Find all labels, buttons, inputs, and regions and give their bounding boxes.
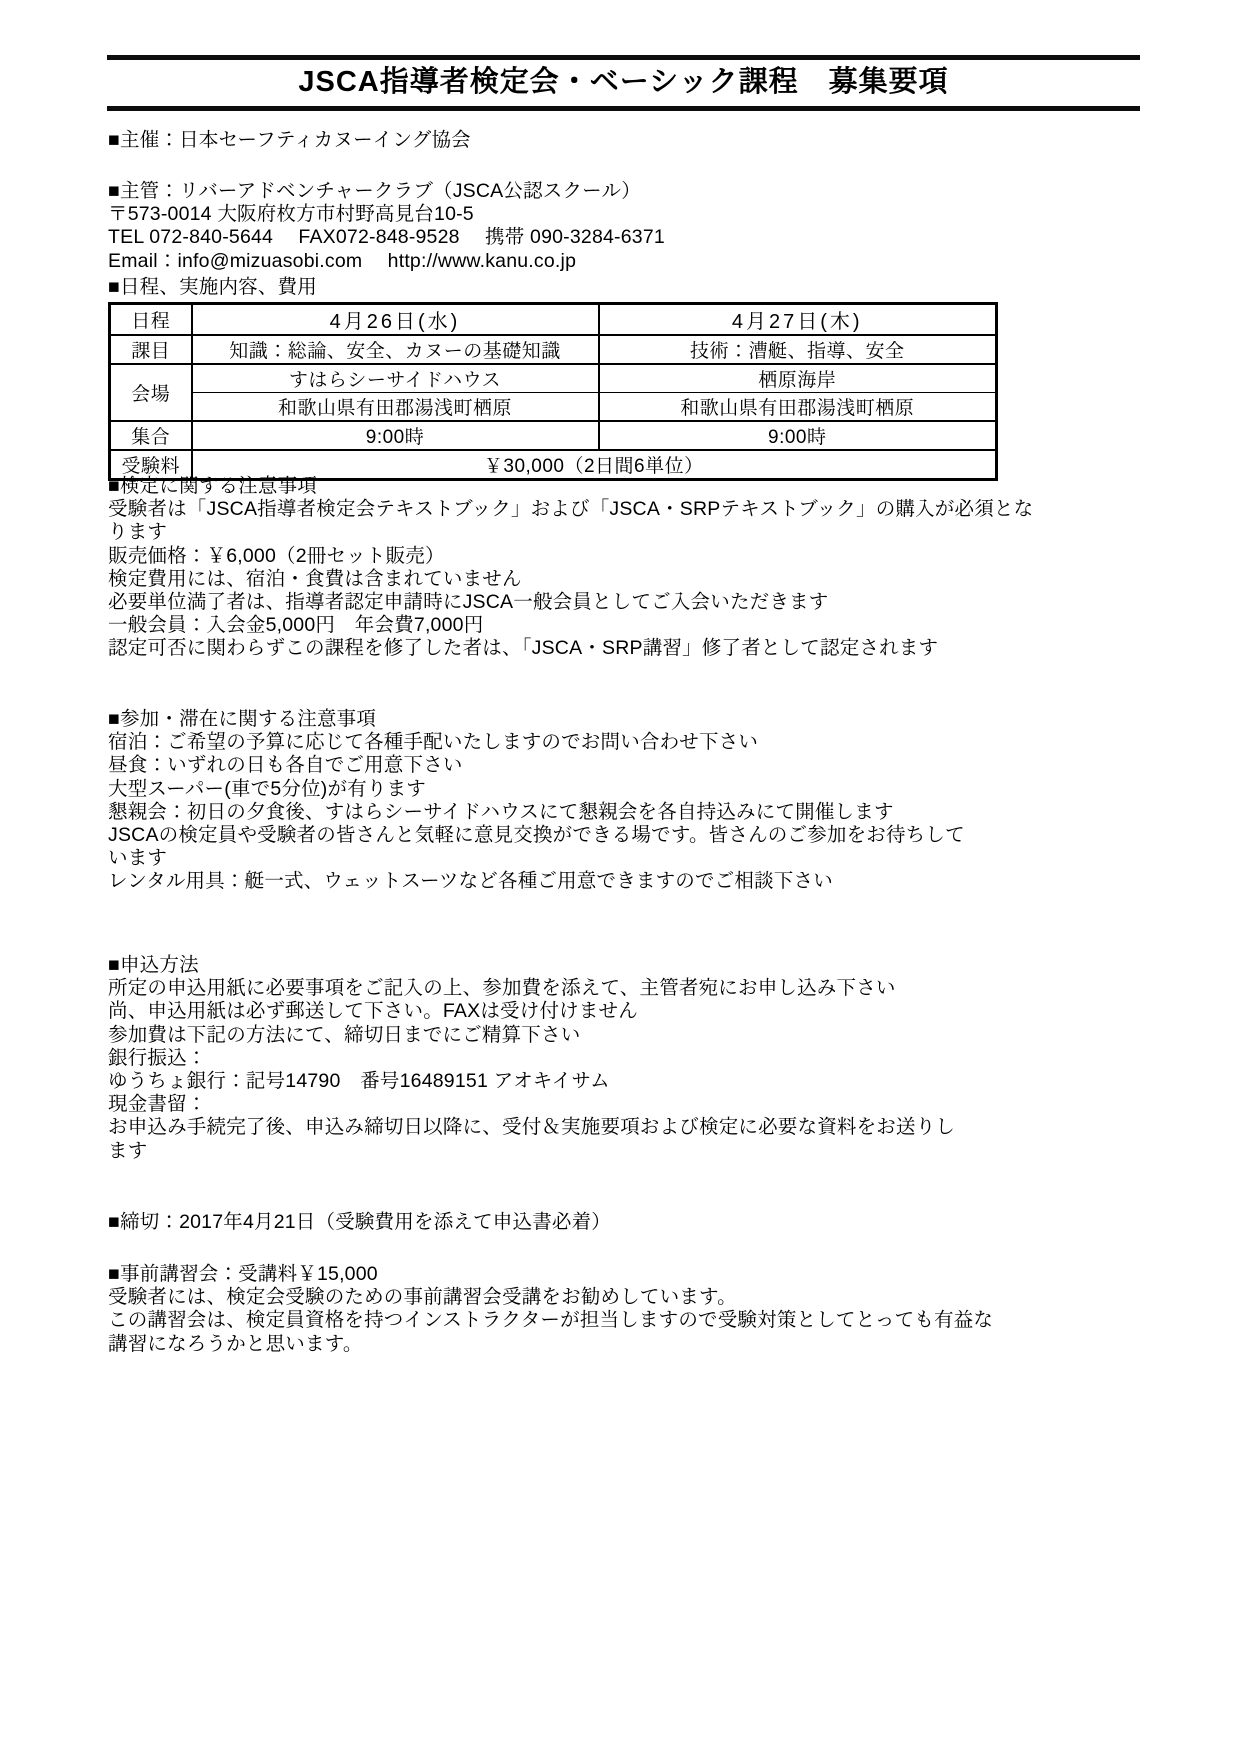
pre-seminar-section (108, 1263, 1168, 1356)
day2-venue-name: 栖原海岸 (599, 364, 997, 393)
text-line: JSCAの検定員や受験者の皆さんと気軽に意見交換ができる場です。皆さんのご参加をお待ちして (108, 824, 965, 847)
text-line: Email：info@mizuasobi.com http://www.kanu.co.jp (108, 249, 577, 272)
text-line: 検定費用には、宿泊・食費は含まれていません (108, 567, 522, 590)
text-line: ります (108, 521, 168, 544)
text-line: 昼食：いずれの日も各自でご用意下さい (108, 754, 463, 777)
text-line: ます (108, 1139, 148, 1162)
text-line: 現金書留： (108, 1093, 207, 1116)
text-line: 認定可否に関わらずこの課程を修了した者は、「JSCA・SRP講習」修了者として認定されます (108, 637, 939, 660)
organizer-line: ■主催：日本セーフティカヌーイング協会 (108, 129, 471, 151)
schedule-heading (108, 276, 1168, 299)
deadline-section (108, 1211, 1168, 1234)
day2-venue-address: 和歌山県有田郡湯浅町栖原 (599, 393, 997, 422)
text-line: 講習になろうかと思います。 (108, 1332, 363, 1355)
text-line: ゆうちょ銀行：記号14790 番号16489151 アオキイサム (108, 1070, 610, 1093)
section-heading: ■検定に関する注意事項 (108, 475, 317, 497)
text-line: 宿泊：ご希望の予算に応じて各種手配いたしますのでお問い合わせ下さい (108, 731, 759, 754)
page-title: JSCA指導者検定会・ベーシック課程 募集要項 (298, 66, 949, 98)
row-label-subject: 課目 (110, 335, 192, 364)
day1-venue-address: 和歌山県有田郡湯浅町栖原 (192, 393, 599, 422)
text-line: 必要単位満了者は、指導者認定申請時にJSCA一般会員としてご入会いただきます (108, 591, 829, 614)
organizer-section (108, 129, 1168, 152)
row-label-fee: 受験料 (110, 450, 192, 480)
row-label-meeting: 集合 (110, 421, 192, 450)
day2-meeting-time: 9:00時 (599, 421, 997, 450)
exam-notes-section (108, 475, 1168, 661)
text-line: 尚、申込用紙は必ず郵送して下さい。FAXは受け付けません (108, 1000, 638, 1023)
stay-notes-section (108, 708, 1168, 894)
text-line: 一般会員：入会金5,000円 年会費7,000円 (108, 614, 484, 637)
table-row-meeting (110, 421, 997, 450)
section-heading: ■日程、実施内容、費用 (108, 276, 317, 298)
day1-meeting-time: 9:00時 (192, 421, 599, 450)
row-label-venue: 会場 (110, 364, 192, 421)
text-line: 所定の申込用紙に必要事項をご記入の上、参加費を添えて、主管者宛にお申し込み下さい (108, 977, 896, 1000)
fee-value: ￥30,000（2日間6単位） (192, 450, 997, 480)
text-line: 銀行振込： (108, 1046, 207, 1069)
application-section (108, 954, 1168, 1163)
day1-subject: 知識：総論、安全、カヌーの基礎知識 (192, 335, 599, 364)
text-line: この講習会は、検定員資格を持つインストラクターが担当しますので受験対策としてとっても有益な (108, 1309, 994, 1332)
table-row-date (110, 304, 997, 336)
day1-date: 4月26日(水) (192, 304, 599, 336)
section-heading: ■事前講習会：受講料￥15,000 (108, 1263, 378, 1285)
day1-venue-name: すはらシーサイドハウス (192, 364, 599, 393)
schedule-table (108, 302, 998, 481)
text-line: います (108, 847, 168, 870)
text-line: 販売価格：￥6,000（2冊セット販売） (108, 544, 445, 567)
table-row-venue-address (110, 393, 997, 422)
table-row-venue-name (110, 364, 997, 393)
text-line: 懇親会：初日の夕食後、すはらシーサイドハウスにて懇親会を各自持込みにて開催します (108, 800, 894, 823)
text-line: 大型スーパー(車で5分位)が有ります (108, 777, 426, 800)
title-rule-bottom (107, 106, 1140, 111)
row-label-date: 日程 (110, 304, 192, 336)
text-line: お申込み手続完了後、申込み締切日以降に、受付＆実施要項および検定に必要な資料をお送りし (108, 1116, 956, 1139)
section-heading: ■申込方法 (108, 954, 199, 976)
deadline-line: ■締切：2017年4月21日（受験費用を添えて申込書必着） (108, 1211, 611, 1233)
day2-subject: 技術：漕艇、指導、安全 (599, 335, 997, 364)
text-line: 〒573-0014 大阪府枚方市村野高見台10-5 (108, 203, 474, 226)
section-heading: ■参加・滞在に関する注意事項 (108, 708, 377, 730)
text-line: 受験者には、検定会受験のための事前講習会受講をお勧めしています。 (108, 1286, 737, 1309)
text-line: レンタル用具：艇一式、ウェットスーツなど各種ご用意できますのでご相談下さい (108, 870, 833, 893)
text-line: 参加費は下記の方法にて、締切日までにご精算下さい (108, 1023, 581, 1046)
text-line: ■主管：リバーアドベンチャークラブ（JSCA公認スクール） (108, 180, 641, 202)
management-section (108, 180, 1168, 273)
day2-date: 4月27日(木) (599, 304, 997, 336)
text-line: 受験者は「JSCA指導者検定会テキストブック」および「JSCA・SRPテキストブック」の購入が必須とな (108, 498, 1034, 521)
text-line: TEL 072-840-5644 FAX072-848-9528 携帯 090-3284-6371 (108, 226, 665, 249)
table-row-subject (110, 335, 997, 364)
